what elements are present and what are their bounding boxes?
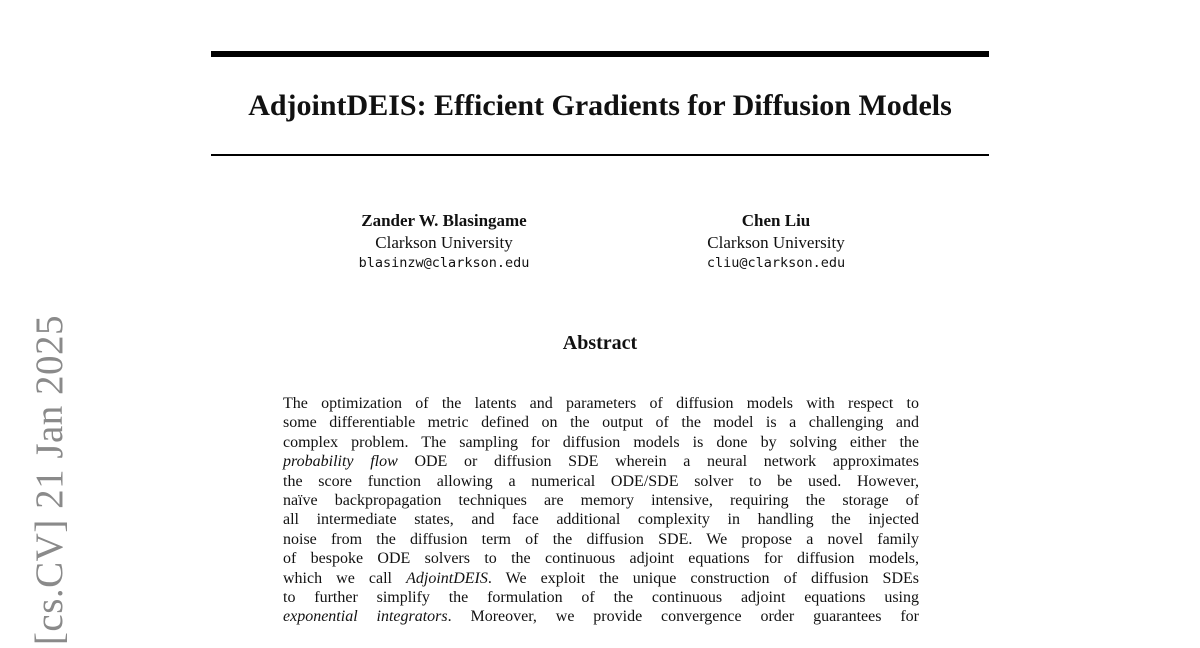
abstract-body bbox=[283, 394, 919, 627]
abstract-line: exponential integrators. Moreover, we provide convergence order guarantees for bbox=[283, 608, 919, 626]
abstract-emphasis: probability flow bbox=[283, 453, 398, 471]
author-name: Zander W. Blasingame bbox=[361, 211, 527, 230]
author-block bbox=[616, 210, 936, 273]
abstract-heading: Abstract bbox=[562, 332, 638, 354]
author-block bbox=[284, 210, 604, 273]
abstract-line: complex problem. The sampling for diffusion models is done by solving either the bbox=[283, 433, 919, 451]
arxiv-identifier-stamp: [cs.CV] 21 Jan 2025 bbox=[28, 314, 71, 646]
abstract-line: to further simplify the formulation of the continuous adjoint equations using bbox=[283, 589, 919, 607]
abstract-line: which we call AdjointDEIS. We exploit the unique construction of diffusion SDEs bbox=[283, 569, 919, 587]
abstract-line: naïve backpropagation techniques are memory intensive, requiring the storage of bbox=[283, 492, 919, 510]
abstract-line: some differentiable metric defined on the output of the model is a challenging and bbox=[283, 414, 919, 432]
abstract-emphasis: exponential integrators bbox=[283, 608, 448, 626]
author-email: blasinzw@clarkson.edu bbox=[358, 255, 530, 271]
paper-title: AdjointDEIS: Efficient Gradients for Diffusion Models bbox=[248, 89, 952, 122]
abstract-line: of bespoke ODE solvers to the continuous adjoint equations for diffusion models, bbox=[283, 550, 919, 568]
author-affiliation: Clarkson University bbox=[707, 233, 845, 252]
abstract-line: probability flow ODE or diffusion SDE wherein a neural network approximates bbox=[283, 453, 920, 471]
title-bottom-rule bbox=[211, 154, 989, 156]
abstract-line: noise from the diffusion term of the diffusion SDE. We propose a novel family bbox=[283, 530, 919, 548]
author-name: Chen Liu bbox=[741, 211, 811, 230]
abstract-line: The optimization of the latents and parameters of diffusion models with respect to bbox=[283, 395, 919, 412]
abstract-line: all intermediate states, and face additional complexity in handling the injected bbox=[283, 511, 919, 529]
author-affiliation: Clarkson University bbox=[375, 233, 513, 252]
abstract-emphasis: AdjointDEIS bbox=[406, 569, 488, 587]
title-top-rule bbox=[211, 51, 989, 57]
abstract-line: the score function allowing a numerical ODE/SDE solver to be used. However, bbox=[283, 472, 919, 490]
author-email: cliu@clarkson.edu bbox=[706, 255, 846, 271]
